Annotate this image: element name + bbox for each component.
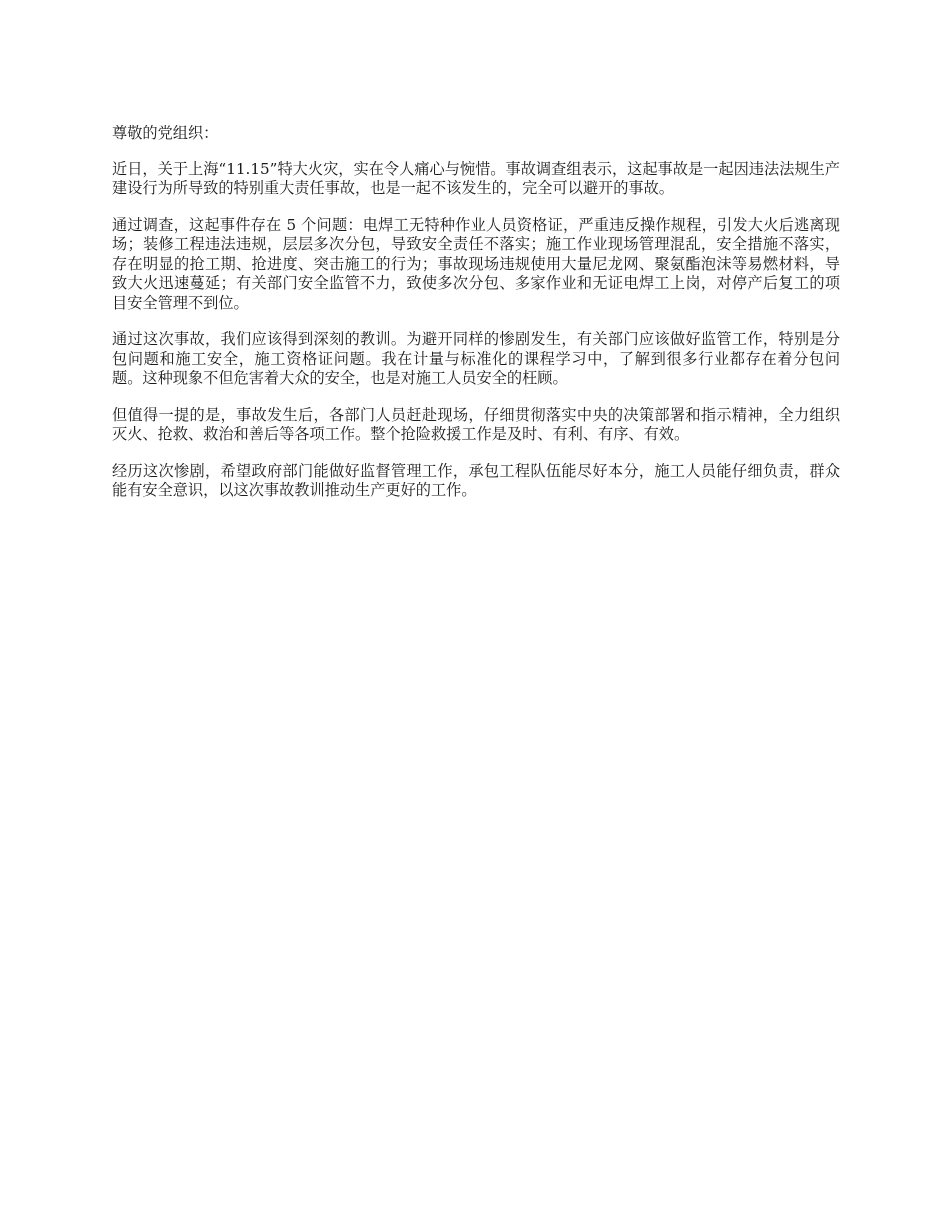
document-page xyxy=(112,124,840,518)
salutation: 尊敬的党组织： xyxy=(112,124,219,142)
paragraph-conclusion: 经历这次惨剧，希望政府部门能做好监督管理工作，承包工程队伍能尽好本分，施工人员能仔细负责，群众能有安全意识，以这次事故教训推动生产更好的工作。 xyxy=(112,461,840,499)
paragraph-response: 但值得一提的是，事故发生后，各部门人员赶赴现场，仔细贯彻落实中央的决策部署和指示精神，全力组织灭火、抢救、救治和善后等各项工作。整个抢险救援工作是及时、有利、有序、有效。 xyxy=(112,405,840,443)
paragraph-problems: 通过调查，这起事件存在 5 个问题：电焊工无特种作业人员资格证，严重违反操作规程，引发大火后逃离现场；装修工程违法违规，层层多次分包，导致安全责任不落实；施工作业现场管理混乱，安全措施不落实，存在明显的抢工期、抢进度、突击施工的行为；事故现场违规使用大量尼龙网、聚氨酯泡沫等易燃材料，导致大火迅速蔓延；有关部门安全监管不力，致使多次分包、多家作业和无证电焊工上岗，对停产后复工的项目安全管理不到位。 xyxy=(112,215,840,312)
paragraph-intro: 近日，关于上海“11.15”特大火灾，实在令人痛心与惋惜。事故调查组表示，这起事故是一起因违法法规生产建设行为所导致的特别重大责任事故，也是一起不该发生的，完全可以避开的事故。 xyxy=(112,159,840,197)
paragraph-lessons: 通过这次事故，我们应该得到深刻的教训。为避开同样的惨剧发生，有关部门应该做好监管工作，特别是分包问题和施工安全，施工资格证问题。我在计量与标准化的课程学习中，了解到很多行业都存在着分包问题。这种现象不但危害着大众的安全，也是对施工人员安全的枉顾。 xyxy=(112,330,840,387)
